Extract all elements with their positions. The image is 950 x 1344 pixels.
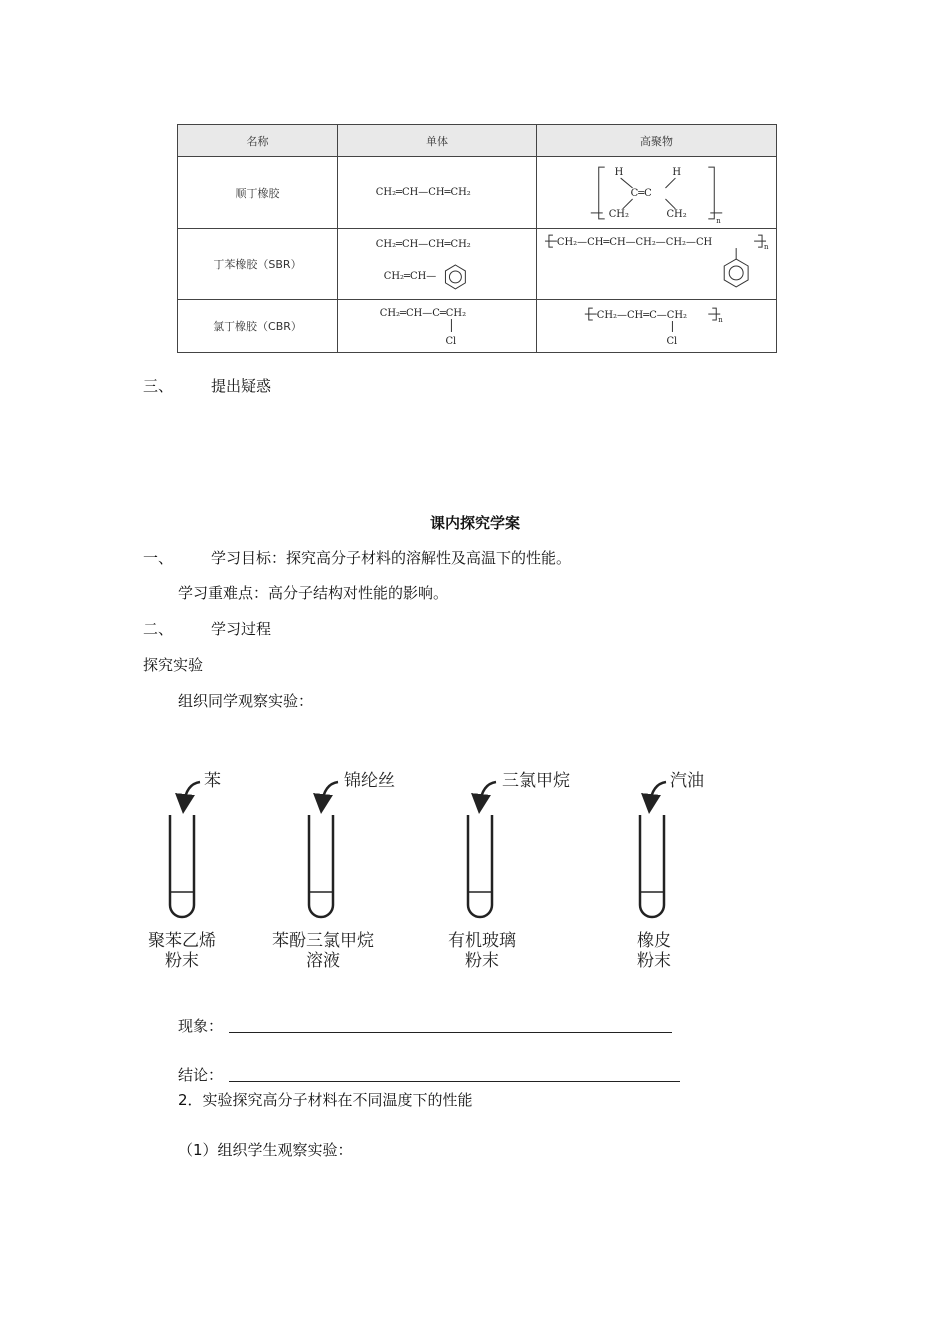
monomer-formula [338, 300, 536, 352]
polymer-cell [537, 229, 777, 300]
row-name: 丁苯橡胶（SBR） [178, 229, 338, 300]
content-label: 粉末 [465, 951, 499, 971]
test-tube-3 [448, 771, 570, 971]
row-name: 顺丁橡胶 [178, 157, 338, 229]
table-row [178, 229, 777, 300]
monomer-cell [338, 300, 537, 353]
formula-text: CH₂═CH—CH═CH₂ [375, 239, 471, 251]
left-bracket [599, 167, 605, 219]
formula-text: Cl [666, 335, 678, 347]
table-row [178, 300, 777, 353]
test-tube-figure [140, 760, 730, 980]
explore-heading: 探究实验 [143, 656, 204, 674]
test-tube-4 [637, 771, 704, 971]
ch2-right: CH₂ [666, 208, 687, 220]
h-right: H [672, 167, 682, 179]
monomer-formula [338, 157, 536, 228]
section-1-number: 一、 [143, 549, 174, 567]
formula-text: Cl [445, 335, 457, 347]
formula-text: CH₂═CH—C═CH₂ [379, 308, 467, 320]
tube-icon [170, 815, 194, 917]
tube-icon [468, 815, 492, 917]
content-label: 苯酚三氯甲烷 [272, 931, 374, 951]
section-1-text: 学习目标：探究高分子材料的溶解性及高温下的性能。 [211, 549, 572, 567]
formula-text: CH₂—CH═C—CH₂ [596, 310, 687, 322]
header-name: 名称 [178, 125, 338, 157]
section-2-number: 二、 [143, 620, 174, 638]
item-2-1-text: （1）组织学生观察实验： [178, 1141, 353, 1159]
section-3-number: 三、 [143, 377, 174, 395]
content-label: 粉末 [165, 951, 199, 971]
conclusion-label: 结论： [178, 1066, 224, 1084]
reagent-label: 汽油 [670, 771, 704, 791]
cc-double-bond: C═C [630, 187, 652, 199]
content-label: 粉末 [637, 951, 671, 971]
h-left: H [614, 167, 624, 179]
item-2-heading: 2．实验探究高分子材料在不同温度下的性能 [178, 1091, 473, 1109]
polymer-table [177, 124, 777, 353]
test-tube-2 [272, 771, 395, 971]
subscript-n: n [716, 216, 721, 225]
row-name: 氯丁橡胶（CBR） [178, 300, 338, 353]
phenomenon-blank[interactable] [229, 1032, 672, 1033]
content-label: 聚苯乙烯 [148, 931, 216, 951]
tube-icon [309, 815, 333, 917]
polymer-cell [537, 300, 777, 353]
monomer-cell [338, 229, 537, 300]
content-label: 橡皮 [637, 931, 671, 951]
content-label: 溶液 [306, 951, 340, 971]
arrow-icon [184, 782, 200, 804]
reagent-label: 三氯甲烷 [502, 771, 570, 791]
page-title: 课内探究学案 [429, 514, 520, 532]
section-3-heading: 提出疑惑 [211, 377, 272, 395]
benzene-ring-icon [445, 265, 465, 289]
monomer-formula [338, 229, 536, 299]
test-tube-1 [148, 771, 221, 971]
difficulty-text: 学习重难点：高分子结构对性能的影响。 [178, 584, 449, 602]
polymer-cell [537, 157, 777, 229]
subscript-n: n [718, 316, 723, 325]
monomer-cell [338, 157, 537, 229]
table-row [178, 157, 777, 229]
polymer-formula [537, 300, 776, 352]
table-header-row [178, 125, 777, 157]
section-2-heading: 学习过程 [211, 620, 272, 638]
subscript-n: n [764, 243, 769, 252]
arrow-icon [322, 782, 338, 804]
conclusion-blank[interactable] [229, 1081, 680, 1082]
ch2-left: CH₂ [608, 208, 629, 220]
formula-text: CH₂═CH—CH═CH₂ [375, 186, 471, 198]
reagent-label: 锦纶丝 [344, 771, 395, 791]
tube-icon [640, 815, 664, 917]
polymer-formula [537, 229, 776, 299]
content-label: 有机玻璃 [448, 931, 516, 951]
formula-text: CH₂═CH— [383, 270, 437, 282]
arrow-icon [650, 782, 666, 804]
arrow-icon [480, 782, 496, 804]
formula-text: CH₂—CH═CH—CH₂—CH₂—CH [556, 237, 713, 249]
phenomenon-label: 现象： [178, 1017, 224, 1035]
reagent-label: 苯 [204, 771, 221, 791]
right-bracket [708, 167, 714, 219]
header-monomer: 单体 [338, 125, 537, 157]
benzene-ring-icon [724, 259, 748, 287]
organize-text: 组织同学观察实验： [178, 692, 314, 710]
polymer-formula [537, 157, 776, 228]
header-polymer: 高聚物 [537, 125, 777, 157]
